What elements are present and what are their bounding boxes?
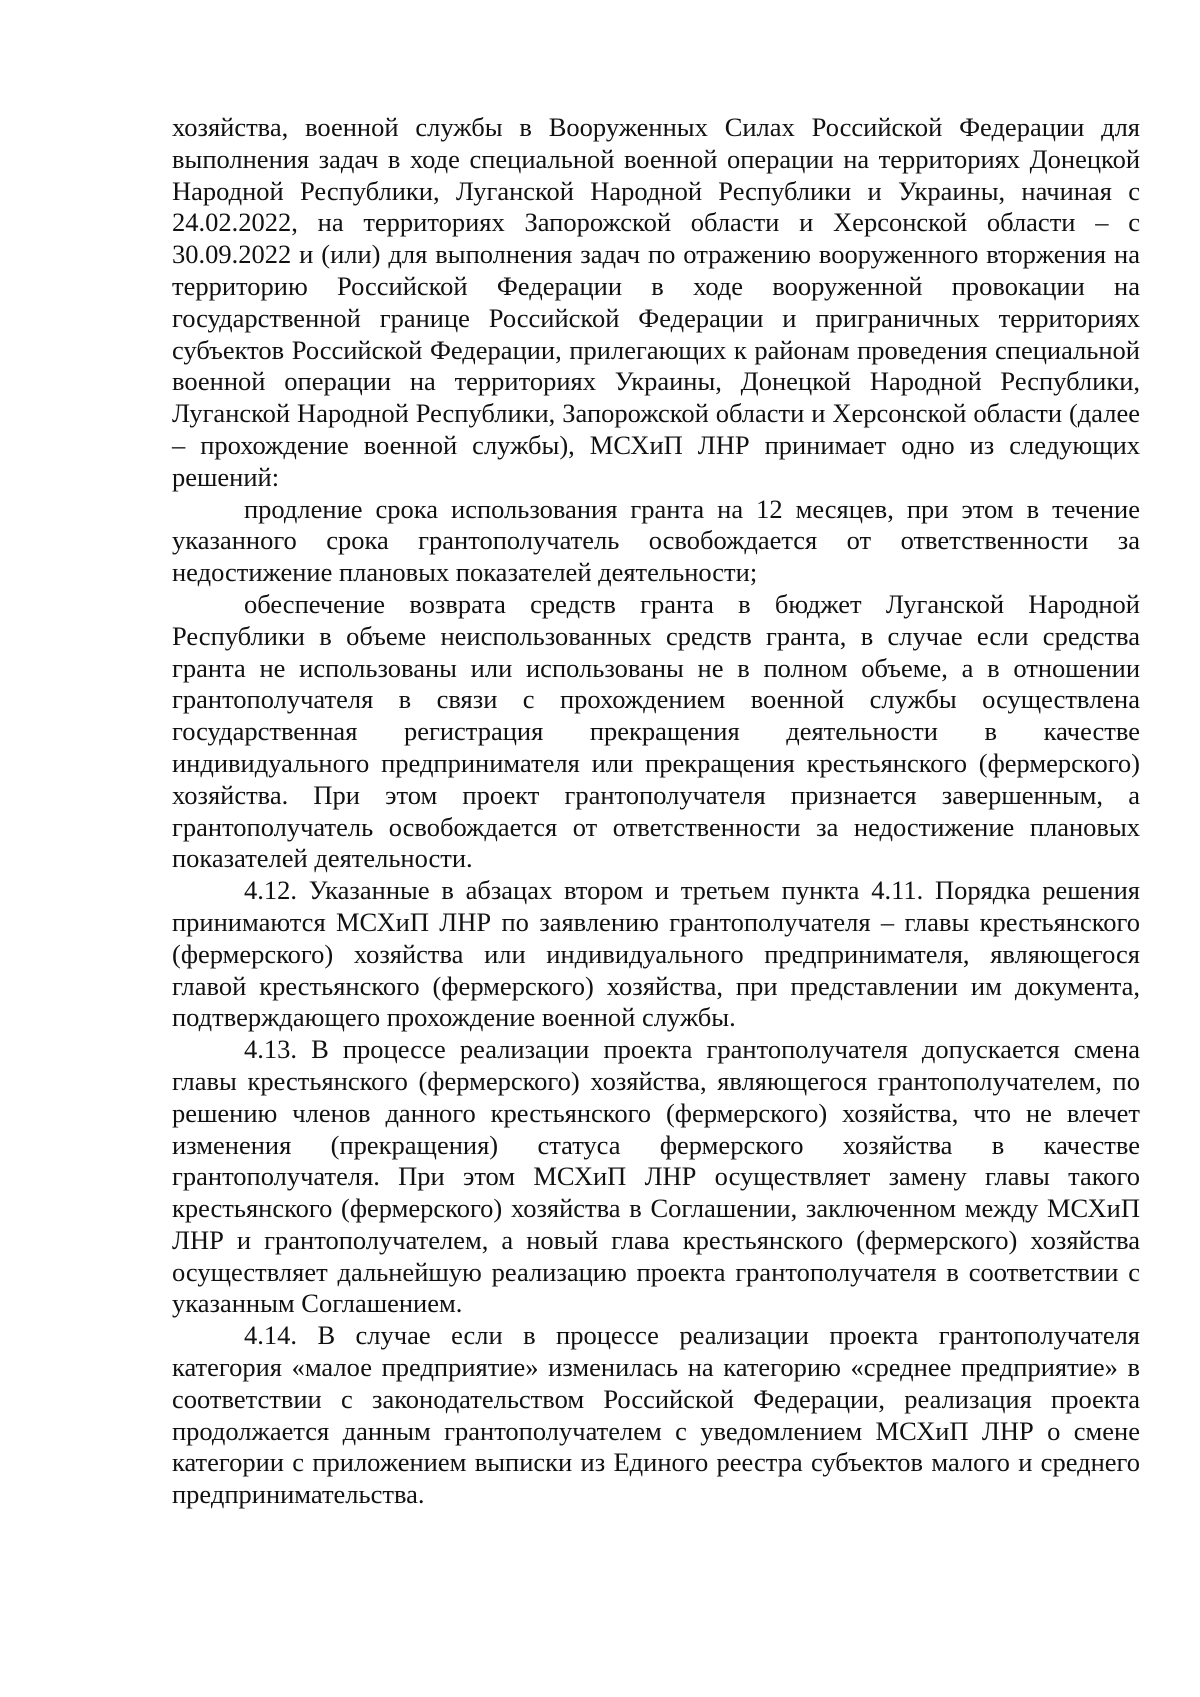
paragraph-4-14: 4.14. В случае если в процессе реализации проекта грантополучателя категория «малое предприятие» изменилась на категорию «среднее предприятие» в соответствии с законодательством Российской Федерации, реализация проекта продолжается данным грантополучателем с уведомлением МСХиП ЛНР о смене категории с приложением выписки из Единого реестра субъектов малого и среднего предпринимательства. xyxy=(172,1320,1140,1510)
paragraph-4-13: 4.13. В процессе реализации проекта грантополучателя допускается смена главы крестьянского (фермерского) хозяйства, являющегося грантополучателем, по решению членов данного крестьянского (фермерского) хозяйства, что не влечет изменения (прекращения) статуса фермерского хозяйства в качестве грантополучателя. При этом МСХиП ЛНР осуществляет замену главы такого крестьянского (фермерского) хозяйства в Соглашении, заключенном между МСХиП ЛНР и грантополучателем, а новый глава крестьянского (фермерского) хозяйства осуществляет дальнейшую реализацию проекта грантополучателя в соответствии с указанным Соглашением. xyxy=(172,1034,1140,1319)
paragraph-4-12: 4.12. Указанные в абзацах втором и третьем пункта 4.11. Порядка решения принимаются МСХиП ЛНР по заявлению грантополучателя – главы крестьянского (фермерского) хозяйства или индивидуального предпринимателя, являющегося главой крестьянского (фермерского) хозяйства, при представлении им документа, подтверждающего прохождение военной службы. xyxy=(172,875,1140,1033)
paragraph-grant-return: обеспечение возврата средств гранта в бюджет Луганской Народной Республики в объеме неиспользованных средств гранта, в случае если средства гранта не использованы или использованы не в полном объеме, а в отношении грантополучателя в связи с прохождением военной службы осуществлена государственная регистрация прекращения деятельности в качестве индивидуального предпринимателя или прекращения крестьянского (фермерского) хозяйства. При этом проект грантополучателя признается завершенным, а грантополучатель освобождается от ответственности за недостижение плановых показателей деятельности. xyxy=(172,588,1140,874)
document-body xyxy=(172,112,1140,1511)
paragraph-grant-extension: продление срока использования гранта на 12 месяцев, при этом в течение указанного срока грантополучатель освобождается от ответственности за недостижение плановых показателей деятельности; xyxy=(172,493,1140,588)
paragraph-intro: хозяйства, военной службы в Вооруженных Силах Российской Федерации для выполнения задач в ходе специальной военной операции на территориях Донецкой Народной Республики, Луганской Народной Республики и Украины, начиная с 24.02.2022, на территориях Запорожской области и Херсонской области – с 30.09.2022 и (или) для выполнения задач по отражению вооруженного вторжения на территорию Российской Федерации в ходе вооруженной провокации на государственной границе Российской Федерации и приграничных территориях субъектов Российской Федерации, прилегающих к районам проведения специальной военной операции на территориях Украины, Донецкой Народной Республики, Луганской Народной Республики, Запорожской области и Херсонской области (далее – прохождение военной службы), МСХиП ЛНР принимает одно из следующих решений: xyxy=(172,112,1140,492)
